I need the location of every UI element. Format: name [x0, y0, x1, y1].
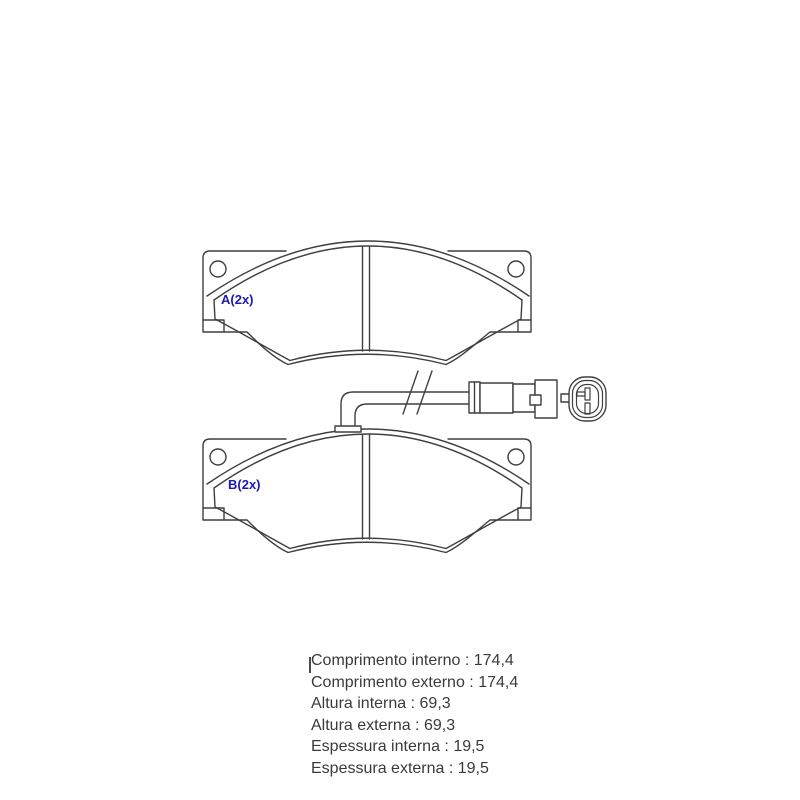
wire-clamp [335, 426, 361, 432]
spec-separator: : [410, 716, 424, 734]
connector-face-drawing [561, 377, 606, 421]
spec-line-espessura-externa [311, 758, 518, 780]
spec-separator: : [464, 673, 479, 691]
sensor-wire-outer [341, 392, 470, 426]
brake-pad-a-drawing [203, 241, 531, 365]
spec-value: 19,5 [457, 759, 489, 777]
spec-label: Altura interna [311, 695, 407, 712]
spec-value: 174,4 [478, 673, 519, 691]
spec-line-altura-interna [311, 693, 518, 715]
spec-line-comprimento-externo [311, 672, 518, 694]
spec-separator: : [444, 759, 458, 777]
pad-b-label: B(2x) [228, 477, 261, 492]
spec-separator: : [406, 695, 420, 712]
connector-clip [530, 395, 541, 405]
spec-line-espessura-interna [311, 736, 518, 758]
spec-value: 69,3 [423, 716, 456, 734]
spec-label: Espessura externa [311, 759, 445, 777]
spec-block [311, 650, 518, 779]
connector-barrel [480, 383, 513, 413]
spec-label: Altura externa [311, 716, 411, 734]
spec-value: 69,3 [419, 695, 451, 712]
spec-value: 174,4 [473, 652, 514, 669]
spec-separator: : [439, 738, 454, 755]
pad-a-label: A(2x) [221, 292, 254, 307]
spec-line-altura-externa [311, 715, 518, 737]
spec-label: Comprimento externo [311, 673, 465, 691]
wear-sensor-drawing [335, 371, 557, 432]
brake-pad-b-drawing [203, 429, 531, 553]
spec-label: Comprimento interno [311, 652, 461, 669]
spec-label: Espessura interna [311, 738, 440, 755]
spec-separator: : [460, 652, 474, 669]
spec-line-comprimento-interno [311, 650, 518, 672]
sensor-wire-inner [355, 404, 470, 426]
spec-value: 19,5 [453, 738, 485, 755]
